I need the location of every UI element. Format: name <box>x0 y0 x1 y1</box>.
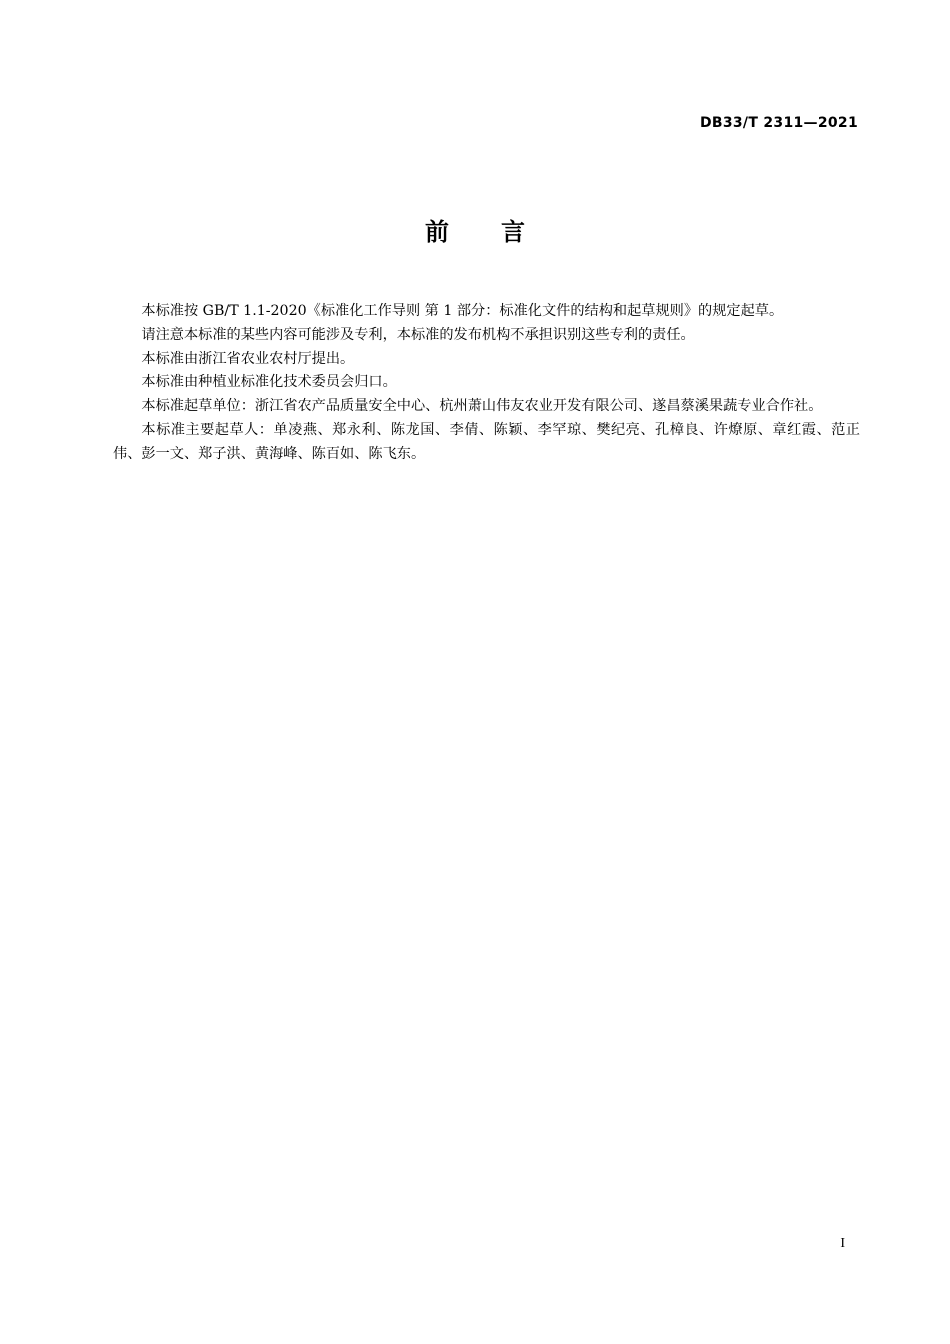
foreword-body <box>113 300 860 467</box>
page-number: I <box>840 1236 845 1251</box>
page-title: 前言 <box>425 218 577 246</box>
paragraph-proposer: 本标准由浙江省农业农村厅提出。 <box>141 350 355 367</box>
paragraph-committee: 本标准由种植业标准化技术委员会归口。 <box>141 374 397 391</box>
paragraph-patent-notice: 请注意本标准的某些内容可能涉及专利，本标准的发布机构不承担识别这些专利的责任。 <box>141 326 695 343</box>
standard-code: DB33/T 2311—2021 <box>699 115 858 131</box>
paragraph-drafters: 本标准主要起草人：单凌燕、郑永利、陈龙国、李倩、陈颖、李罕琼、樊纪亮、孔樟良、许燎原、章红霞、范正伟、彭一文、郑子洪、黄海峰、陈百如、陈飞东。 <box>113 421 860 462</box>
paragraph-drafting-units: 本标准起草单位：浙江省农产品质量安全中心、杭州萧山伟友农业开发有限公司、遂昌蔡溪果蔬专业合作社。 <box>141 398 823 415</box>
paragraph-drafting-rules: 本标准按 GB/T 1.1-2020《标准化工作导则 第 1 部分：标准化文件的结构和起草规则》的规定起草。 <box>141 303 784 319</box>
